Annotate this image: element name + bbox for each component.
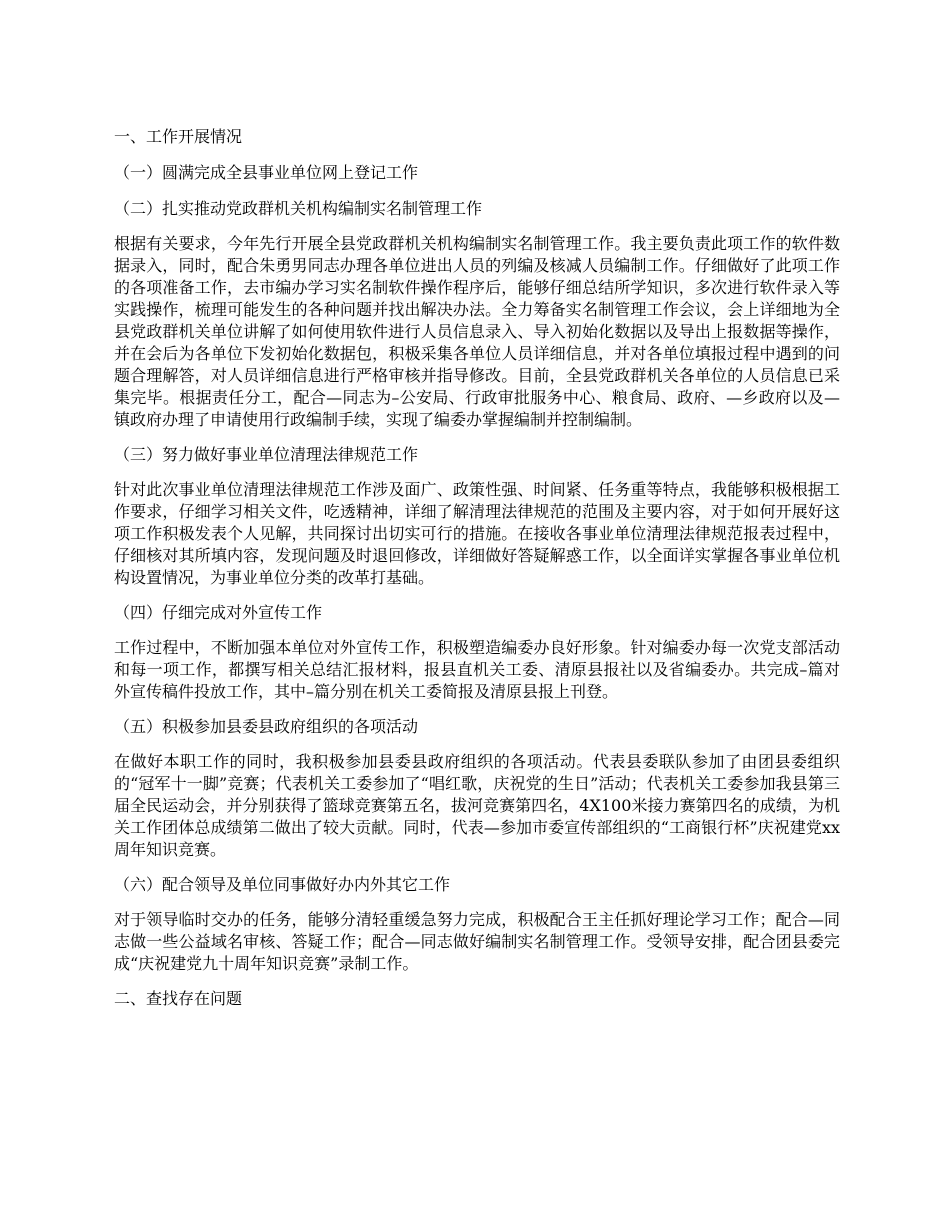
subsection-heading-6: （六）配合领导及单位同事做好办内外其它工作 (114, 875, 451, 894)
subsection-heading-1: （一）圆满完成全县事业单位网上登记工作 (114, 163, 419, 182)
section-heading-problems: 二、查找存在问题 (114, 989, 243, 1008)
subsection-heading-5: （五）积极参加县委县政府组织的各项活动 (114, 717, 419, 736)
paragraph-publicity-work: 工作过程中，不断加强本单位对外宣传工作，积极塑造编委办良好形象。针对编委办每一次党支部活动和每一项工作，都撰写相关总结汇报材料，报县直机关工委、清原县报社以及省编委办。共完成–篇对外宣传稿件投放工作，其中–篇分别在机关工委简报及清原县报上刊登。 (114, 638, 840, 701)
paragraph-other-work: 对于领导临时交办的任务，能够分清轻重缓急努力完成，积极配合王主任抓好理论学习工作；配合—同志做一些公益域名审核、答疑工作；配合—同志做好编制实名制管理工作。受领导安排，配合团县委完成“庆祝建党九十周年知识竞赛”录制工作。 (114, 910, 840, 973)
subsection-heading-2: （二）扎实推动党政群机关机构编制实名制管理工作 (114, 199, 483, 218)
subsection-heading-4: （四）仔细完成对外宣传工作 (114, 603, 323, 622)
paragraph-activities: 在做好本职工作的同时，我积极参加县委县政府组织的各项活动。代表县委联队参加了由团县委组织的“冠军十一脚”竞赛；代表机关工委参加了“唱红歌，庆祝党的生日”活动；代表机关工委参加我县第三届全民运动会，并分别获得了篮球竞赛第五名，拔河竞赛第四名，4X100米接力赛第四名的成绩，为机关工作团体总成绩第二做出了较大贡献。同时，代表—参加市委宣传部组织的“工商银行杯”庆祝建党xx周年知识竞赛。 (114, 752, 840, 859)
document-page (114, 125, 840, 1023)
paragraph-legal-norms-cleanup: 针对此次事业单位清理法律规范工作涉及面广、政策性强、时间紧、任务重等特点，我能够积极根据工作要求，仔细学习相关文件，吃透精神，详细了解清理法律规范的范围及主要内容，对于如何开展好这项工作积极发表个人见解，共同探讨出切实可行的措施。在接收各事业单位清理法律规范报表过程中，仔细核对其所填内容，发现问题及时退回修改，详细做好答疑解惑工作，以全面详实掌握各事业单位机构设置情况，为事业单位分类的改革打基础。 (114, 480, 840, 587)
paragraph-real-name-management: 根据有关要求，今年先行开展全县党政群机关机构编制实名制管理工作。我主要负责此项工作的软件数据录入，同时，配合朱勇男同志办理各单位进出人员的列编及核减人员编制工作。仔细做好了此项工作的各项准备工作，去市编办学习实名制软件操作程序后，能够仔细总结所学知识，多次进行软件录入等实践操作，梳理可能发生的各种问题并找出解决办法。全力筹备实名制管理工作会议，会上详细地为全县党政群机关单位讲解了如何使用软件进行人员信息录入、导入初始化数据以及导出上报数据等操作，并在会后为各单位下发初始化数据包，积极采集各单位人员详细信息，并对各单位填报过程中遇到的问题合理解答，对人员详细信息进行严格审核并指导修改。目前，全县党政群机关各单位的人员信息已采集完毕。根据责任分工，配合—同志为–公安局、行政审批服务中心、粮食局、政府、—乡政府以及—镇政府办理了申请使用行政编制手续，实现了编委办掌握编制并控制编制。 (114, 234, 840, 429)
subsection-heading-3: （三）努力做好事业单位清理法律规范工作 (114, 445, 419, 464)
section-heading-work-progress: 一、工作开展情况 (114, 127, 243, 146)
